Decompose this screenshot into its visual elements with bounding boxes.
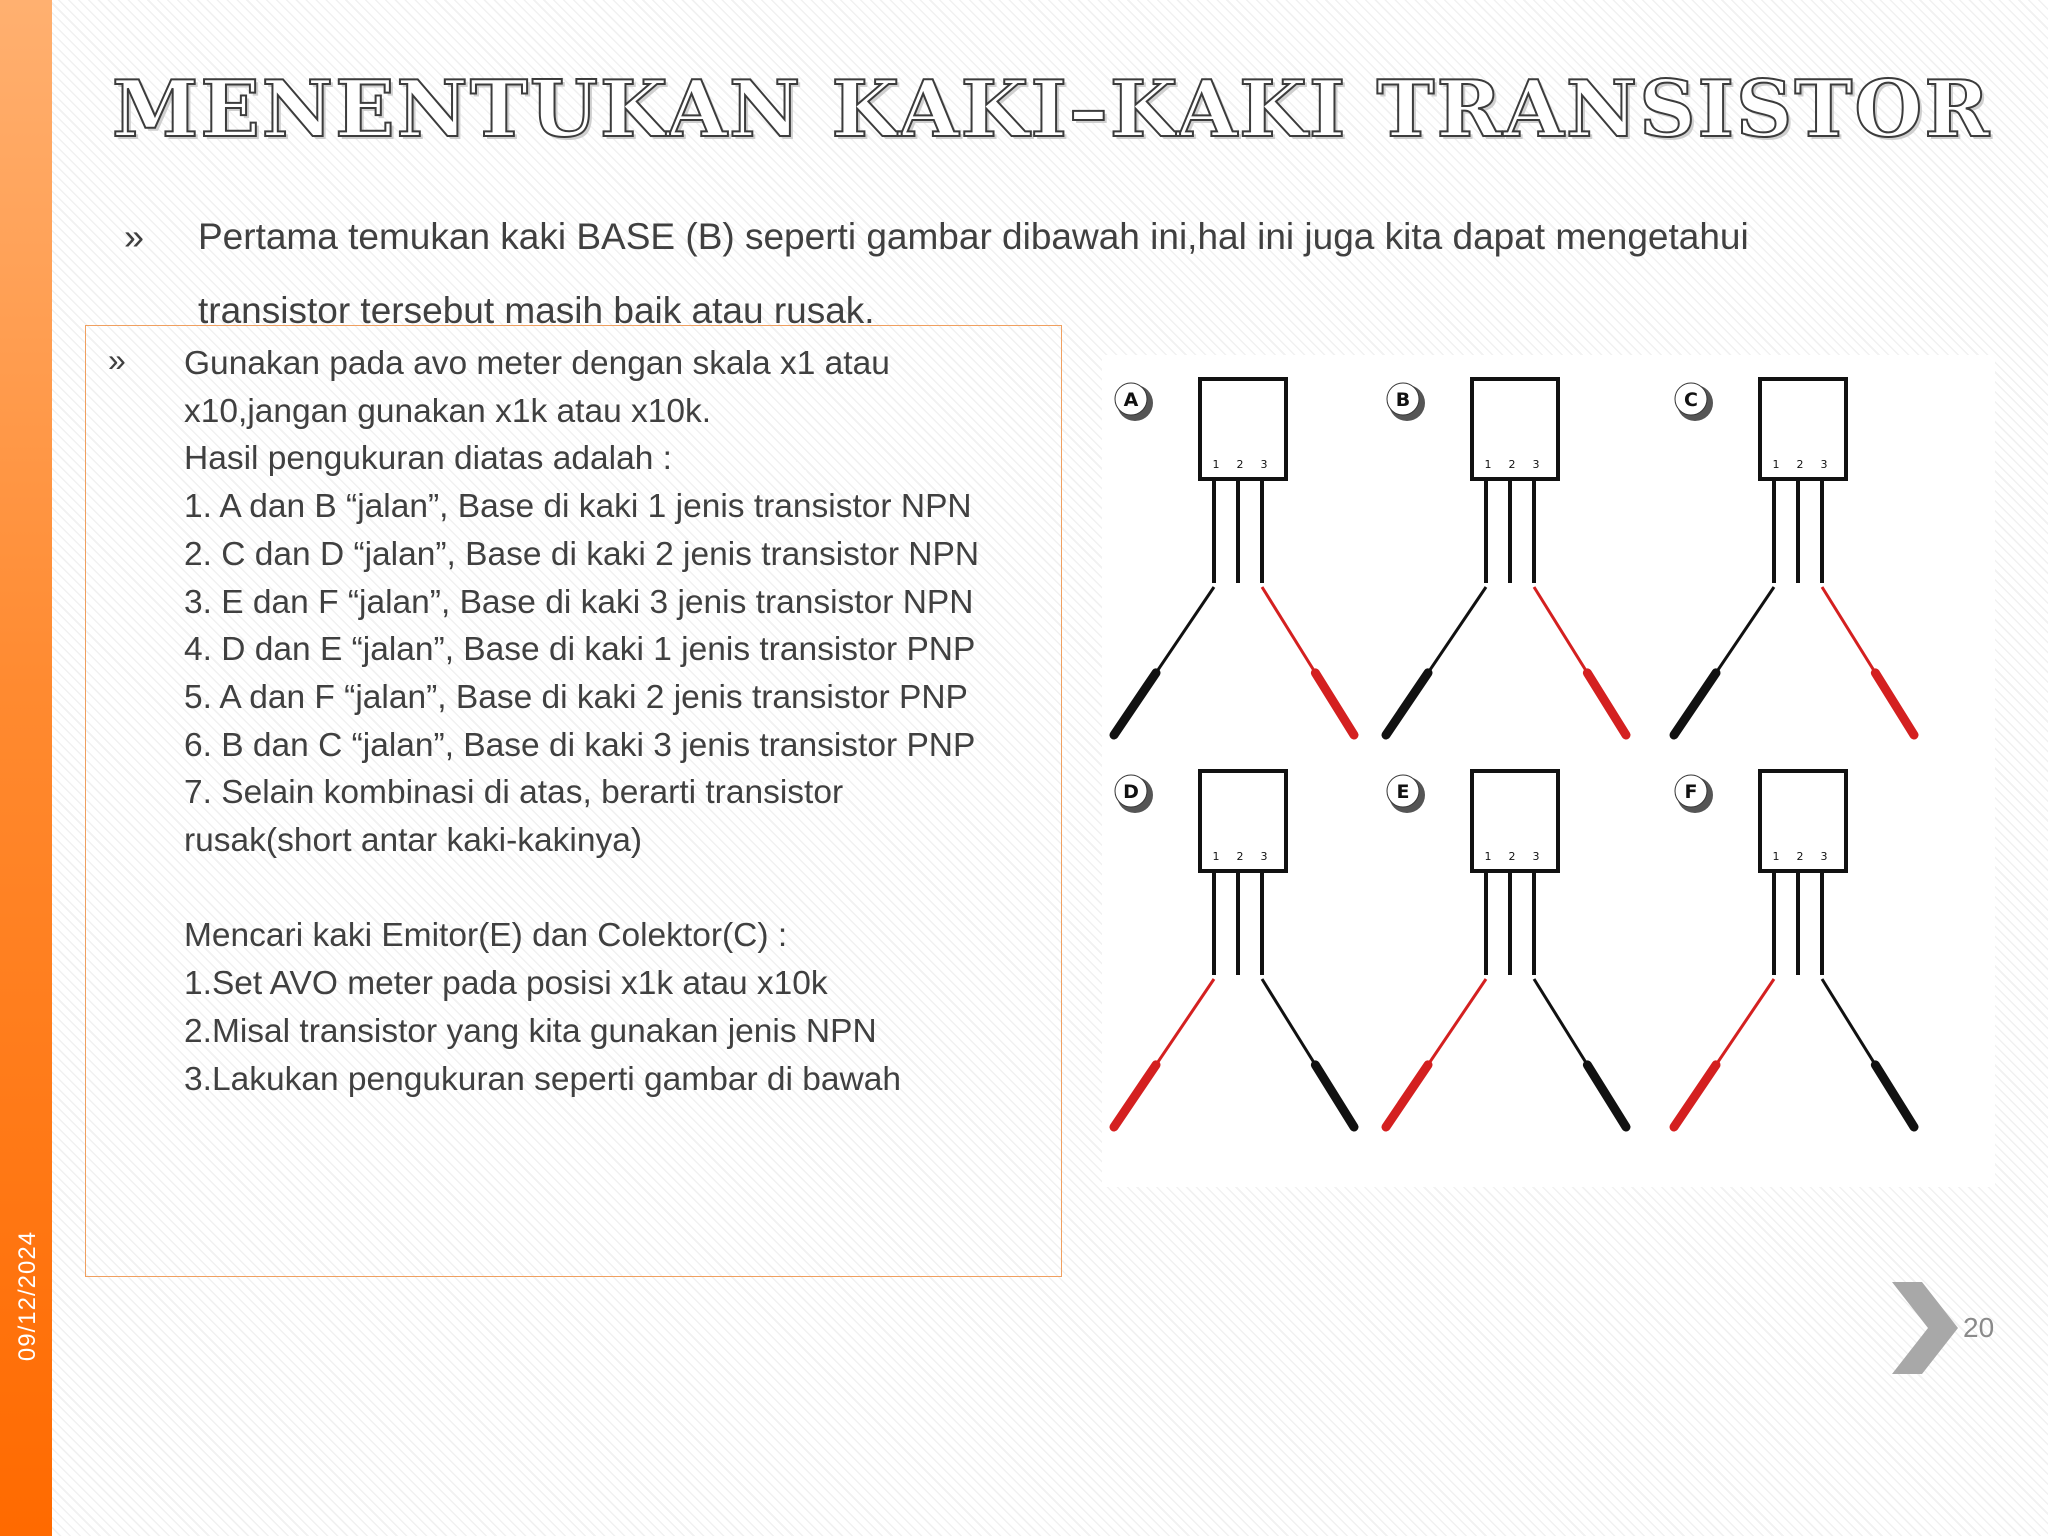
- bullet-icon: »: [108, 342, 126, 378]
- probe-handle: [1674, 673, 1716, 735]
- probe-handle: [1875, 1065, 1914, 1127]
- instructions-lines: [184, 340, 1051, 1103]
- transistor-panel: [1674, 771, 1914, 1127]
- pin-number: 2: [1508, 458, 1516, 471]
- instruction-line: Gunakan pada avo meter dengan skala x1 atau: [184, 345, 890, 382]
- pin-number: 2: [1508, 850, 1516, 863]
- probe-handle: [1386, 673, 1428, 735]
- transistor-panel: [1386, 771, 1626, 1127]
- probe-handle: [1587, 673, 1626, 735]
- probe-handle: [1114, 1065, 1156, 1127]
- pin-number: 2: [1236, 458, 1244, 471]
- pin-number: 1: [1484, 458, 1492, 471]
- panel-label: F: [1684, 781, 1698, 803]
- instruction-line: rusak(short antar kaki-kakinya): [184, 822, 642, 860]
- instruction-line: 2.Misal transistor yang kita gunakan jenis NPN: [184, 1012, 877, 1050]
- probe-handle: [1587, 1065, 1626, 1127]
- pin-number: 2: [1796, 850, 1804, 863]
- pin-number: 2: [1236, 850, 1244, 863]
- pin-number: 3: [1532, 850, 1540, 863]
- instruction-line: 2. C dan D “jalan”, Base di kaki 2 jenis transistor NPN: [184, 535, 980, 573]
- instruction-line: 1. A dan B “jalan”, Base di kaki 1 jenis transistor NPN: [184, 488, 972, 526]
- probe-handle: [1114, 673, 1156, 735]
- pin-number: 3: [1820, 850, 1828, 863]
- probe-handle: [1875, 673, 1914, 735]
- pin-number: 1: [1212, 458, 1220, 471]
- bullet-icon: »: [124, 216, 145, 257]
- instruction-line: 3. E dan F “jalan”, Base di kaki 3 jenis transistor NPN: [184, 583, 974, 621]
- pin-number: 1: [1484, 850, 1492, 863]
- panel-label: D: [1123, 781, 1139, 803]
- pin-number: 2: [1796, 458, 1804, 471]
- pin-number: 1: [1772, 850, 1780, 863]
- panel-label: E: [1396, 781, 1410, 803]
- panel-label: A: [1123, 389, 1139, 411]
- transistor-panel: [1114, 379, 1354, 735]
- slide-date: 09/12/2024: [14, 1230, 41, 1362]
- probe-handle: [1315, 1065, 1354, 1127]
- panel-label: B: [1395, 389, 1411, 411]
- pin-number: 3: [1260, 458, 1268, 471]
- instruction-line: 4. D dan E “jalan”, Base di kaki 1 jenis transistor PNP: [184, 631, 976, 669]
- instruction-line: 5. A dan F “jalan”, Base di kaki 2 jenis transistor PNP: [184, 678, 968, 716]
- page-number: 20: [1963, 1312, 1995, 1343]
- pin-number: 1: [1212, 850, 1220, 863]
- panel-label: C: [1684, 389, 1698, 411]
- instruction-line: Mencari kaki Emitor(E) dan Colektor(C) :: [184, 917, 788, 955]
- instruction-line: 1.Set AVO meter pada posisi x1k atau x10k: [184, 965, 828, 1003]
- transistor-panel: [1114, 771, 1354, 1127]
- instruction-line: Hasil pengukuran diatas adalah :: [184, 440, 672, 478]
- transistor-panel: [1674, 379, 1914, 735]
- pin-number: 3: [1532, 458, 1540, 471]
- instruction-line: [184, 865, 1051, 913]
- pin-number: 1: [1772, 458, 1780, 471]
- instruction-line: 6. B dan C “jalan”, Base di kaki 3 jenis transistor PNP: [184, 726, 976, 764]
- pin-number: 3: [1260, 850, 1268, 863]
- instruction-line: x10,jangan gunakan x1k atau x10k.: [184, 392, 712, 430]
- instruction-line: 7. Selain kombinasi di atas, berarti transistor: [184, 774, 844, 812]
- instruction-line: 3.Lakukan pengukuran seperti gambar di bawah: [184, 1060, 902, 1098]
- probe-handle: [1315, 673, 1354, 735]
- transistor-panel: [1386, 379, 1626, 735]
- transistor-diagram: [1102, 355, 1995, 1187]
- intro-text: Pertama temukan kaki BASE (B) seperti gambar dibawah ini,hal ini juga kita dapat mengetahui transistor tersebut masih baik atau rusak.: [198, 216, 1749, 331]
- next-slide-chevron-icon[interactable]: [1888, 1278, 1962, 1378]
- transistor-measurement-figure: [1102, 355, 1995, 1187]
- probe-handle: [1386, 1065, 1428, 1127]
- probe-handle: [1674, 1065, 1716, 1127]
- pin-number: 3: [1820, 458, 1828, 471]
- slide-title: MENENTUKAN KAKI–KAKI TRANSISTOR: [112, 64, 1992, 155]
- instructions-textbox: [85, 325, 1062, 1277]
